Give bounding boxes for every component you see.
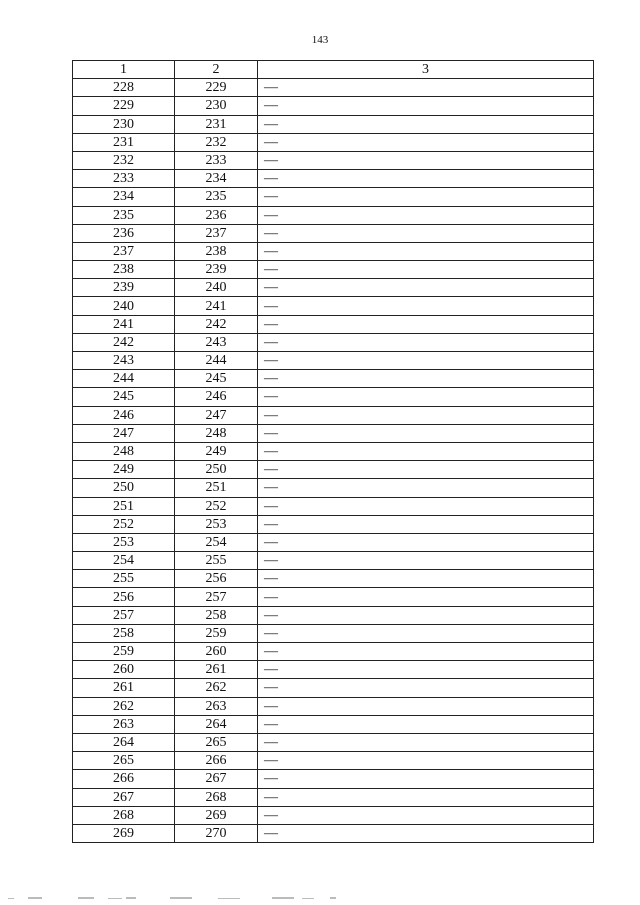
table-cell-col3: — [258,752,594,770]
table-cell-col1: 248 [73,442,175,460]
table-cell-col1: 247 [73,424,175,442]
table-row [73,352,594,370]
table-row [73,570,594,588]
table-cell-col3: — [258,424,594,442]
table-cell-col1: 260 [73,661,175,679]
table-cell-col3: — [258,133,594,151]
table-cell-col1: 238 [73,261,175,279]
table-row [73,224,594,242]
table-cell-col1: 230 [73,115,175,133]
table-row [73,788,594,806]
table-cell-col2: 257 [175,588,258,606]
table-cell-col2: 235 [175,188,258,206]
table-row [73,697,594,715]
table-cell-col1: 251 [73,497,175,515]
table-cell-col3: — [258,170,594,188]
table-cell-col3: — [258,788,594,806]
table-cell-col1: 254 [73,552,175,570]
table-row [73,151,594,169]
table-row [73,333,594,351]
table-cell-col1: 249 [73,461,175,479]
table-cell-col1: 265 [73,752,175,770]
table-cell-col2: 252 [175,497,258,515]
table-cell-col1: 257 [73,606,175,624]
table-cell-col3: — [258,370,594,388]
table-row [73,733,594,751]
table-cell-col2: 248 [175,424,258,442]
table-cell-col2: 236 [175,206,258,224]
table-cell-col2: 240 [175,279,258,297]
data-table [72,60,594,843]
table-row [73,461,594,479]
table-cell-col2: 230 [175,97,258,115]
table-cell-col1: 234 [73,188,175,206]
table-row [73,115,594,133]
table-row [73,824,594,842]
table-cell-col1: 245 [73,388,175,406]
table-cell-col3: — [258,824,594,842]
table-cell-col3: — [258,515,594,533]
table-cell-col1: 261 [73,679,175,697]
table-cell-col1: 233 [73,170,175,188]
table-cell-col2: 239 [175,261,258,279]
table-cell-col3: — [258,79,594,97]
column-header-2: 2 [175,61,258,79]
table-row [73,442,594,460]
table-cell-col2: 256 [175,570,258,588]
table-cell-col1: 253 [73,533,175,551]
table-row [73,497,594,515]
table-cell-col1: 229 [73,97,175,115]
table-row [73,388,594,406]
table-cell-col3: — [258,552,594,570]
table-row [73,588,594,606]
table-row [73,370,594,388]
table-cell-col3: — [258,352,594,370]
table-row [73,806,594,824]
table-cell-col2: 232 [175,133,258,151]
table-cell-col2: 237 [175,224,258,242]
table-cell-col1: 255 [73,570,175,588]
table-row [73,533,594,551]
table-cell-col3: — [258,224,594,242]
table-cell-col3: — [258,97,594,115]
table-cell-col3: — [258,297,594,315]
table-row [73,770,594,788]
table-cell-col3: — [258,315,594,333]
table-cell-col1: 242 [73,333,175,351]
table-cell-col3: — [258,242,594,260]
table-cell-col3: — [258,806,594,824]
table-row [73,406,594,424]
column-header-1: 1 [73,61,175,79]
table-cell-col2: 261 [175,661,258,679]
table-cell-col2: 249 [175,442,258,460]
table-cell-col2: 247 [175,406,258,424]
table-cell-col2: 268 [175,788,258,806]
table-cell-col1: 246 [73,406,175,424]
table-cell-col3: — [258,770,594,788]
table-row [73,552,594,570]
table-cell-col2: 269 [175,806,258,824]
table-cell-col2: 242 [175,315,258,333]
table-row [73,279,594,297]
table-cell-col2: 231 [175,115,258,133]
table-row [73,170,594,188]
table-row [73,261,594,279]
table-cell-col3: — [258,406,594,424]
table-row [73,715,594,733]
table-row [73,315,594,333]
table-cell-col1: 243 [73,352,175,370]
table-cell-col2: 253 [175,515,258,533]
table-cell-col2: 263 [175,697,258,715]
table-cell-col2: 260 [175,643,258,661]
table-cell-col3: — [258,733,594,751]
table-row [73,679,594,697]
table-row [73,242,594,260]
table-cell-col1: 266 [73,770,175,788]
table-cell-col3: — [258,533,594,551]
table-cell-col2: 267 [175,770,258,788]
table-cell-col1: 264 [73,733,175,751]
table-cell-col1: 232 [73,151,175,169]
table-cell-col1: 236 [73,224,175,242]
table-cell-col3: — [258,697,594,715]
table-cell-col1: 250 [73,479,175,497]
table-cell-col3: — [258,461,594,479]
table-cell-col1: 237 [73,242,175,260]
table-cell-col1: 256 [73,588,175,606]
table-cell-col1: 231 [73,133,175,151]
table-cell-col1: 258 [73,624,175,642]
table-cell-col1: 239 [73,279,175,297]
table-cell-col2: 264 [175,715,258,733]
table-row [73,424,594,442]
table-row [73,79,594,97]
table-cell-col2: 250 [175,461,258,479]
table-cell-col1: 244 [73,370,175,388]
table-cell-col2: 251 [175,479,258,497]
table-cell-col3: — [258,643,594,661]
table-cell-col3: — [258,497,594,515]
table-cell-col3: — [258,606,594,624]
table-cell-col1: 262 [73,697,175,715]
table-body [73,79,594,843]
table-row [73,643,594,661]
table-cell-col3: — [258,333,594,351]
table-cell-col1: 267 [73,788,175,806]
table-cell-col2: 254 [175,533,258,551]
table-cell-col2: 266 [175,752,258,770]
table-cell-col1: 241 [73,315,175,333]
table-row [73,133,594,151]
table-cell-col1: 268 [73,806,175,824]
table-cell-col3: — [258,661,594,679]
table-cell-col1: 228 [73,79,175,97]
table-cell-col3: — [258,479,594,497]
table-cell-col3: — [258,115,594,133]
table-header-row [73,61,594,79]
table-cell-col2: 243 [175,333,258,351]
table-cell-col3: — [258,570,594,588]
table-cell-col3: — [258,588,594,606]
table-cell-col1: 263 [73,715,175,733]
table-cell-col3: — [258,206,594,224]
table-cell-col1: 240 [73,297,175,315]
table-cell-col3: — [258,624,594,642]
table-row [73,297,594,315]
table-row [73,661,594,679]
table-cell-col2: 262 [175,679,258,697]
table-cell-col3: — [258,388,594,406]
table-row [73,515,594,533]
table-cell-col3: — [258,715,594,733]
table-row [73,479,594,497]
table-cell-col2: 234 [175,170,258,188]
table-cell-col1: 252 [73,515,175,533]
table-cell-col2: 270 [175,824,258,842]
table-row [73,188,594,206]
table-cell-col3: — [258,442,594,460]
table-cell-col2: 255 [175,552,258,570]
table-cell-col2: 265 [175,733,258,751]
column-header-3: 3 [258,61,594,79]
table-cell-col3: — [258,279,594,297]
table-cell-col2: 259 [175,624,258,642]
table-cell-col1: 235 [73,206,175,224]
table-cell-col3: — [258,679,594,697]
table-cell-col2: 233 [175,151,258,169]
table-cell-col2: 238 [175,242,258,260]
table-row [73,752,594,770]
page-number: 143 [311,34,329,46]
table-cell-col2: 244 [175,352,258,370]
table-cell-col2: 258 [175,606,258,624]
scan-artifact [0,893,640,905]
table-row [73,624,594,642]
table-row [73,97,594,115]
table-cell-col3: — [258,188,594,206]
table-cell-col2: 229 [175,79,258,97]
table-row [73,606,594,624]
table-cell-col1: 259 [73,643,175,661]
table-row [73,206,594,224]
table-cell-col3: — [258,151,594,169]
table-cell-col3: — [258,261,594,279]
table-cell-col2: 245 [175,370,258,388]
table-cell-col1: 269 [73,824,175,842]
table-cell-col2: 241 [175,297,258,315]
table-cell-col2: 246 [175,388,258,406]
